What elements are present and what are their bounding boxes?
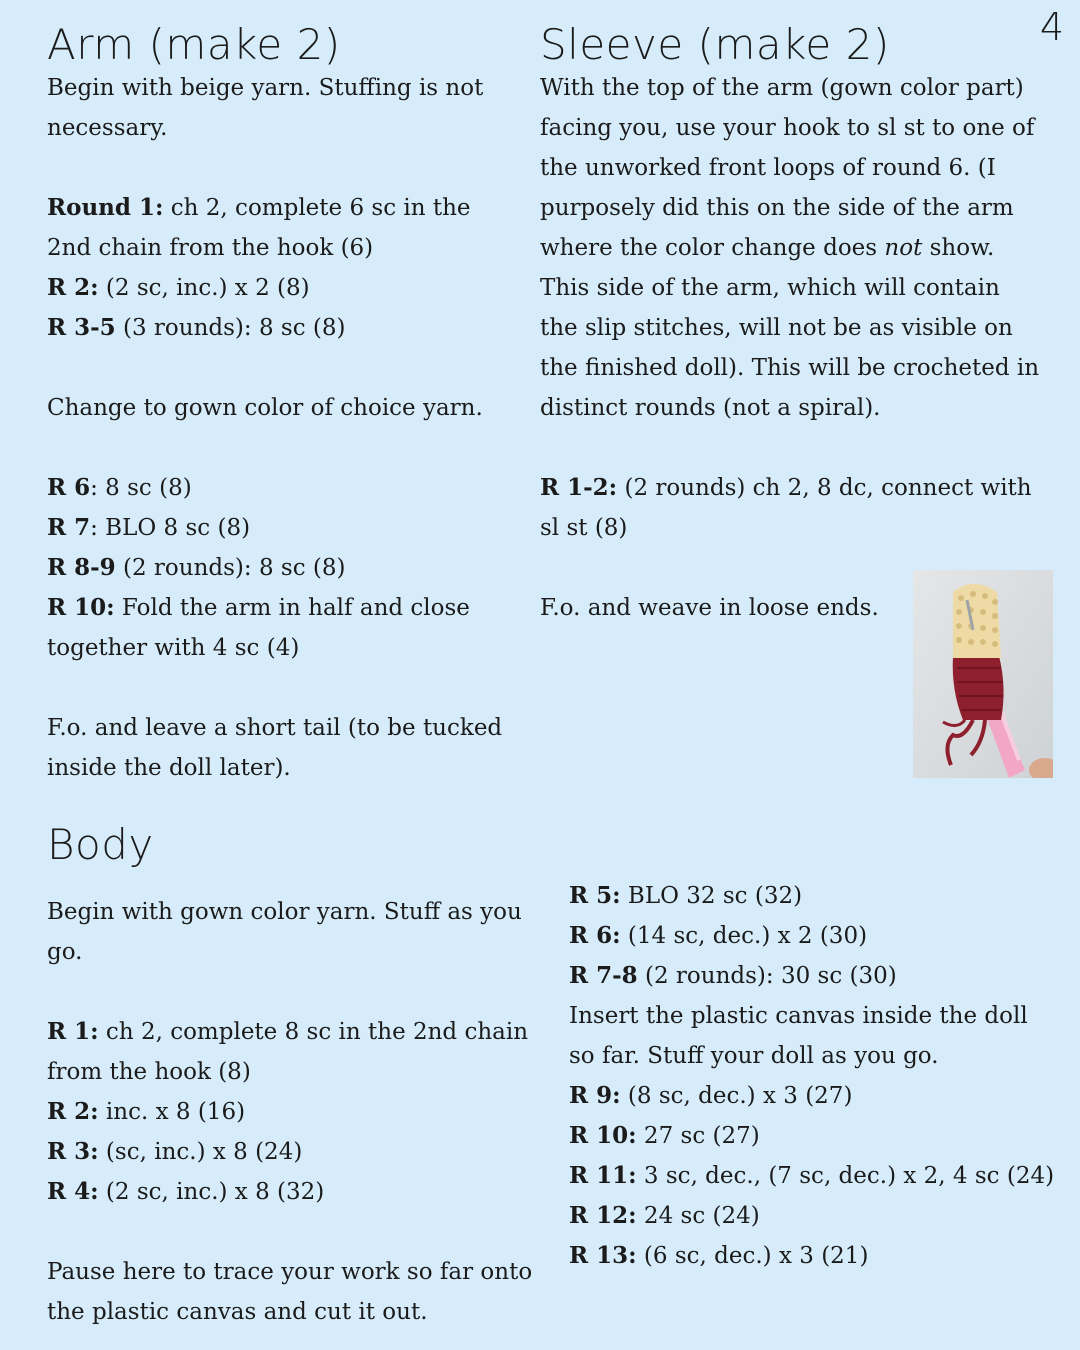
sleeve-photo — [913, 570, 1053, 778]
round-text: (2 rounds): 8 sc (8) — [115, 555, 346, 582]
sleeve-finish: F.o. and weave in loose ends. — [540, 595, 879, 622]
round-label: R 8-9 — [47, 554, 116, 582]
round-instruction — [569, 876, 1059, 916]
round-instruction — [569, 1236, 1059, 1276]
round-text: (8 sc, dec.) x 3 (27) — [620, 1083, 853, 1109]
round-label: Round 1: — [47, 194, 164, 222]
sleeve-intro-italic: not — [884, 235, 923, 262]
round-text: (2 sc, inc.) x 2 (8) — [98, 275, 310, 302]
round-text: (2 rounds) ch 2, 8 dc, connect with sl st (8) — [540, 475, 1032, 542]
crochet-arm-illustration — [913, 570, 1053, 778]
round-instruction — [47, 308, 522, 348]
arm-intro: Begin with beige yarn. Stuffing is not necessary. — [47, 75, 484, 142]
page-number: 4 — [1039, 5, 1064, 49]
round-text: (2 sc, inc.) x 8 (32) — [98, 1179, 325, 1205]
round-instruction — [47, 1172, 547, 1212]
round-label: R 2: — [47, 1098, 99, 1125]
round-label: R 13: — [569, 1242, 637, 1269]
round-label: R 10: — [569, 1122, 637, 1149]
sleeve-heading: Sleeve (make 2) — [540, 20, 890, 69]
round-instruction — [569, 916, 1059, 956]
arm-heading: Arm (make 2) — [47, 20, 341, 69]
round-label: R 7 — [47, 514, 91, 542]
sleeve-intro — [540, 68, 1040, 428]
arm-rounds-2 — [47, 468, 522, 668]
body-pause-note: Pause here to trace your work so far onto the plastic canvas and cut it out. — [47, 1259, 533, 1325]
round-label: R 12: — [569, 1202, 637, 1229]
round-instruction — [47, 1132, 547, 1172]
round-text: 24 sc (24) — [636, 1203, 760, 1229]
sleeve-rounds — [540, 468, 1040, 548]
round-instruction — [47, 548, 522, 588]
round-text: (2 rounds): 30 sc (30) — [637, 963, 897, 989]
round-label: R 3-5 — [47, 314, 116, 342]
arm-section — [47, 22, 522, 788]
body-right-column — [569, 876, 1059, 1276]
round-label: R 3: — [47, 1138, 99, 1165]
body-rounds-3 — [569, 1076, 1059, 1276]
round-text: (sc, inc.) x 8 (24) — [98, 1139, 303, 1165]
sleeve-intro-before: With the top of the arm (gown color part) facing you, use your hook to sl st to one of the unworked front loops of round 6. (I purposely did this on the side of the arm where the color change does — [540, 75, 1035, 262]
round-instruction — [47, 1012, 547, 1092]
round-instruction — [569, 1116, 1059, 1156]
arm-finish: F.o. and leave a short tail (to be tucked inside the doll later). — [47, 715, 503, 782]
round-label: R 6: — [569, 922, 621, 949]
body-intro: Begin with gown color yarn. Stuff as you go. — [47, 899, 522, 965]
round-label: R 4: — [47, 1178, 99, 1205]
round-instruction — [569, 1156, 1059, 1196]
round-instruction — [47, 508, 522, 548]
round-instruction — [47, 188, 522, 268]
round-text: Fold the arm in half and close together with 4 sc (4) — [47, 595, 470, 662]
round-text: (6 sc, dec.) x 3 (21) — [636, 1243, 869, 1269]
round-label: R 9: — [569, 1082, 621, 1109]
round-text: (14 sc, dec.) x 2 (30) — [620, 923, 868, 949]
round-label: R 1: — [47, 1018, 99, 1045]
round-text: 3 sc, dec., (7 sc, dec.) x 2, 4 sc (24) — [636, 1163, 1055, 1189]
round-text: 27 sc (27) — [636, 1123, 760, 1149]
round-text: : BLO 8 sc (8) — [90, 515, 251, 542]
round-text: : 8 sc (8) — [90, 475, 192, 502]
body-left-column — [47, 892, 547, 1332]
round-instruction — [569, 956, 1059, 996]
round-label: R 11: — [569, 1162, 637, 1189]
body-insert-note: Insert the plastic canvas inside the doll so far. Stuff your doll as you go. — [569, 1003, 1028, 1069]
body-heading: Body — [47, 820, 154, 869]
round-label: R 1-2: — [540, 474, 618, 502]
round-instruction — [47, 468, 522, 508]
round-instruction — [540, 468, 1040, 548]
round-instruction — [47, 1092, 547, 1132]
sleeve-section — [540, 22, 1040, 628]
round-text: ch 2, complete 6 sc in the 2nd chain from the hook (6) — [47, 195, 471, 262]
round-text: BLO 32 sc (32) — [620, 883, 803, 909]
body-rounds-2 — [569, 876, 1059, 996]
round-label: R 6 — [47, 474, 91, 502]
round-label: R 2: — [47, 274, 99, 302]
round-instruction — [569, 1196, 1059, 1236]
round-text: (3 rounds): 8 sc (8) — [115, 315, 346, 342]
round-label: R 5: — [569, 882, 621, 909]
round-instruction — [47, 588, 522, 668]
round-instruction — [569, 1076, 1059, 1116]
sleeve-intro-after: show. This side of the arm, which will contain the slip stitches, will not be as visible on the finished doll). This will be crocheted in distinct rounds (not a spiral). — [540, 235, 1040, 422]
round-text: ch 2, complete 8 sc in the 2nd chain from the hook (8) — [47, 1019, 529, 1085]
arm-rounds-1 — [47, 188, 522, 348]
round-label: R 7-8 — [569, 962, 638, 989]
round-text: inc. x 8 (16) — [98, 1099, 246, 1125]
body-rounds-1 — [47, 1012, 547, 1212]
round-instruction — [47, 268, 522, 308]
arm-change-note: Change to gown color of choice yarn. — [47, 395, 483, 422]
round-label: R 10: — [47, 594, 115, 622]
